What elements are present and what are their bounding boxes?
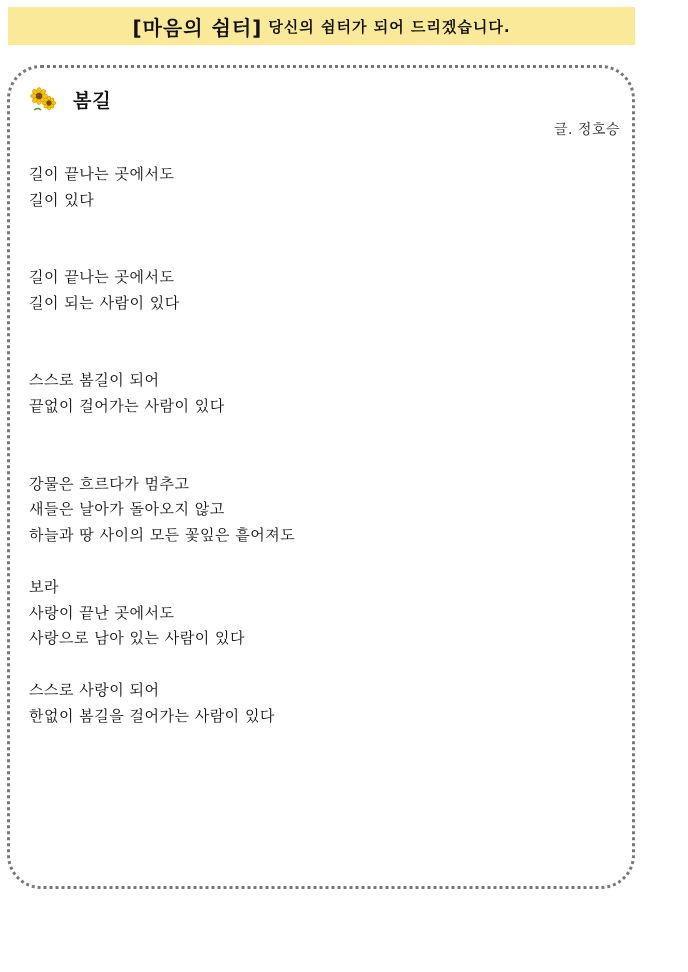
poem-line: 강물은 흐르다가 멈추고 [29, 474, 190, 493]
poem-line [29, 214, 609, 240]
poem-line: 끝없이 걸어가는 사람이 있다 [29, 397, 225, 416]
poem-author: 글. 정호승 [554, 122, 620, 138]
poem-line: 길이 끝나는 곳에서도 [29, 165, 175, 183]
poem-body [29, 162, 609, 730]
sunflower-icon [29, 86, 57, 112]
poem-line: 한없이 봄길을 걸어가는 사람이 있다 [29, 706, 275, 725]
poem-line: 길이 있다 [29, 190, 95, 209]
poem-line: 사랑이 끝난 곳에서도 [29, 603, 175, 622]
poem-line [29, 239, 609, 265]
poem-line: 새들은 날아가 돌아오지 않고 [29, 500, 225, 519]
poem-line: 길이 되는 사람이 있다 [29, 293, 180, 312]
poem-line [29, 343, 609, 369]
poem-line: 사랑으로 남아 있는 사람이 있다 [29, 629, 245, 648]
poem-line [29, 420, 609, 446]
poem-line: 길이 끝나는 곳에서도 [29, 268, 175, 287]
poem-line [29, 317, 609, 343]
poem-line [29, 549, 609, 575]
poem-line: 스스로 사랑이 되어 [29, 680, 160, 699]
banner-subtitle: 당신의 쉼터가 되어 드리겠습니다. [268, 17, 511, 36]
banner-title: [마음의 쉼터] [132, 15, 263, 40]
poem-line: 보라 [29, 577, 59, 596]
poem-line [29, 446, 609, 472]
poem-line [29, 652, 609, 678]
poem-card [7, 65, 635, 889]
poem-title: 봄길 [73, 89, 112, 112]
poem-title-row [29, 86, 112, 112]
header-banner [8, 7, 635, 45]
poem-line: 하늘과 땅 사이의 모든 꽃잎은 흩어져도 [29, 526, 296, 545]
poem-line: 스스로 봄길이 되어 [29, 371, 160, 390]
